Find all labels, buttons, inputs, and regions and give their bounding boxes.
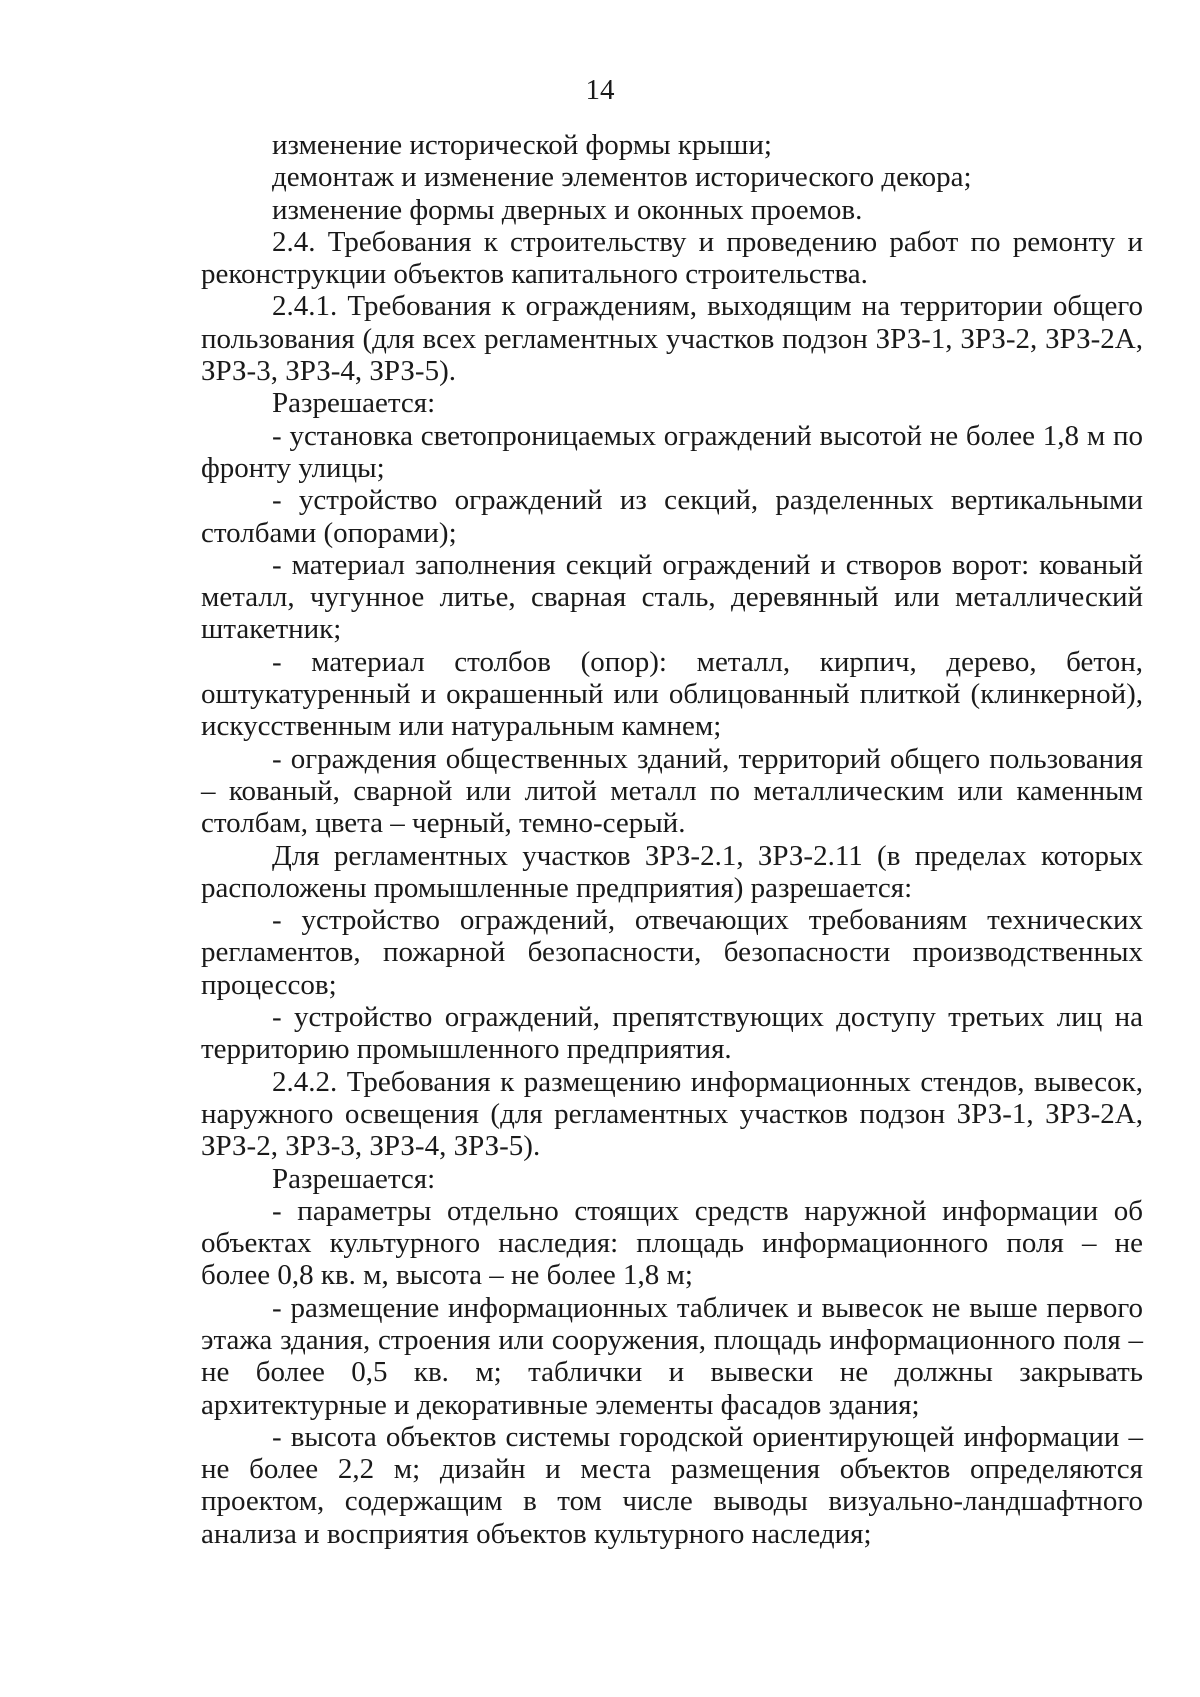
paragraph: Для регламентных участков ЗРЗ-2.1, ЗРЗ-2.11 (в пределах которых расположены промышленные предприятия) разрешается: [201,839,1143,904]
list-item: - высота объектов системы городской ориентирующей информации – не более 2,2 м; дизайн и места размещения объектов определяются проектом, содержащим в том числе выводы визуально-ландшафтного анализа и восприятия объектов культурного наследия; [201,1420,1143,1550]
list-item: - устройство ограждений из секций, разделенных вертикальными столбами (опорами); [201,484,1143,549]
paragraph: изменение исторической формы крыши; [272,129,772,161]
list-item: - параметры отдельно стоящих средств наружной информации об объектах культурного наследия: площадь информационного поля – не более 0,8 кв. м, высота – не более 1,8 м; [201,1194,1143,1292]
document-body [201,129,1143,1550]
section-heading-2-4-1: 2.4.1. Требования к ограждениям, выходящим на территории общего пользования (для всех регламентных участков подзон ЗРЗ-1, ЗРЗ-2, ЗРЗ-2А, ЗРЗ-3, ЗРЗ-4, ЗРЗ-5). [201,290,1143,388]
paragraph: Разрешается: [272,1162,436,1195]
paragraph: демонтаж и изменение элементов исторического декора; [272,161,972,194]
paragraph: Разрешается: [272,387,436,420]
list-item: - устройство ограждений, препятствующих доступу третьих лиц на территорию промышленного предприятия. [201,1001,1143,1066]
list-item: - устройство ограждений, отвечающих требованиям технических регламентов, пожарной безопасности, безопасности производственных процессов; [201,904,1143,1001]
section-heading-2-4-2: 2.4.2. Требования к размещению информационных стендов, вывесок, наружного освещения (для регламентных участков подзон ЗРЗ-1, ЗРЗ-2А, ЗРЗ-2, ЗРЗ-3, ЗРЗ-4, ЗРЗ-5). [201,1065,1143,1163]
page-number: 14 [585,74,615,106]
section-heading-2-4: 2.4. Требования к строительству и проведению работ по ремонту и реконструкции объектов капитального строительства. [201,225,1143,291]
list-item: - материал столбов (опор): металл, кирпич, дерево, бетон, оштукатуренный и окрашенный или облицованный плиткой (клинкерной), искусственным или натуральным камнем; [201,645,1143,743]
list-item: - материал заполнения секций ограждений и створов ворот: кованый металл, чугунное литье, сварная сталь, деревянный или металлический штакетник; [201,548,1143,646]
list-item: - размещение информационных табличек и вывесок не выше первого этажа здания, строения или сооружения, площадь информационного поля – не более 0,5 кв. м; таблички и вывески не должны закрывать архитектурные и декоративные элементы фасадов здания; [201,1291,1143,1421]
list-item: - установка светопроницаемых ограждений высотой не более 1,8 м по фронту улицы; [201,419,1143,484]
list-item: - ограждения общественных зданий, территорий общего пользования – кованый, сварной или литой металл по металлическим или каменным столбам, цвета – черный, темно-серый. [201,742,1143,840]
paragraph: изменение формы дверных и оконных проемов. [272,193,863,226]
